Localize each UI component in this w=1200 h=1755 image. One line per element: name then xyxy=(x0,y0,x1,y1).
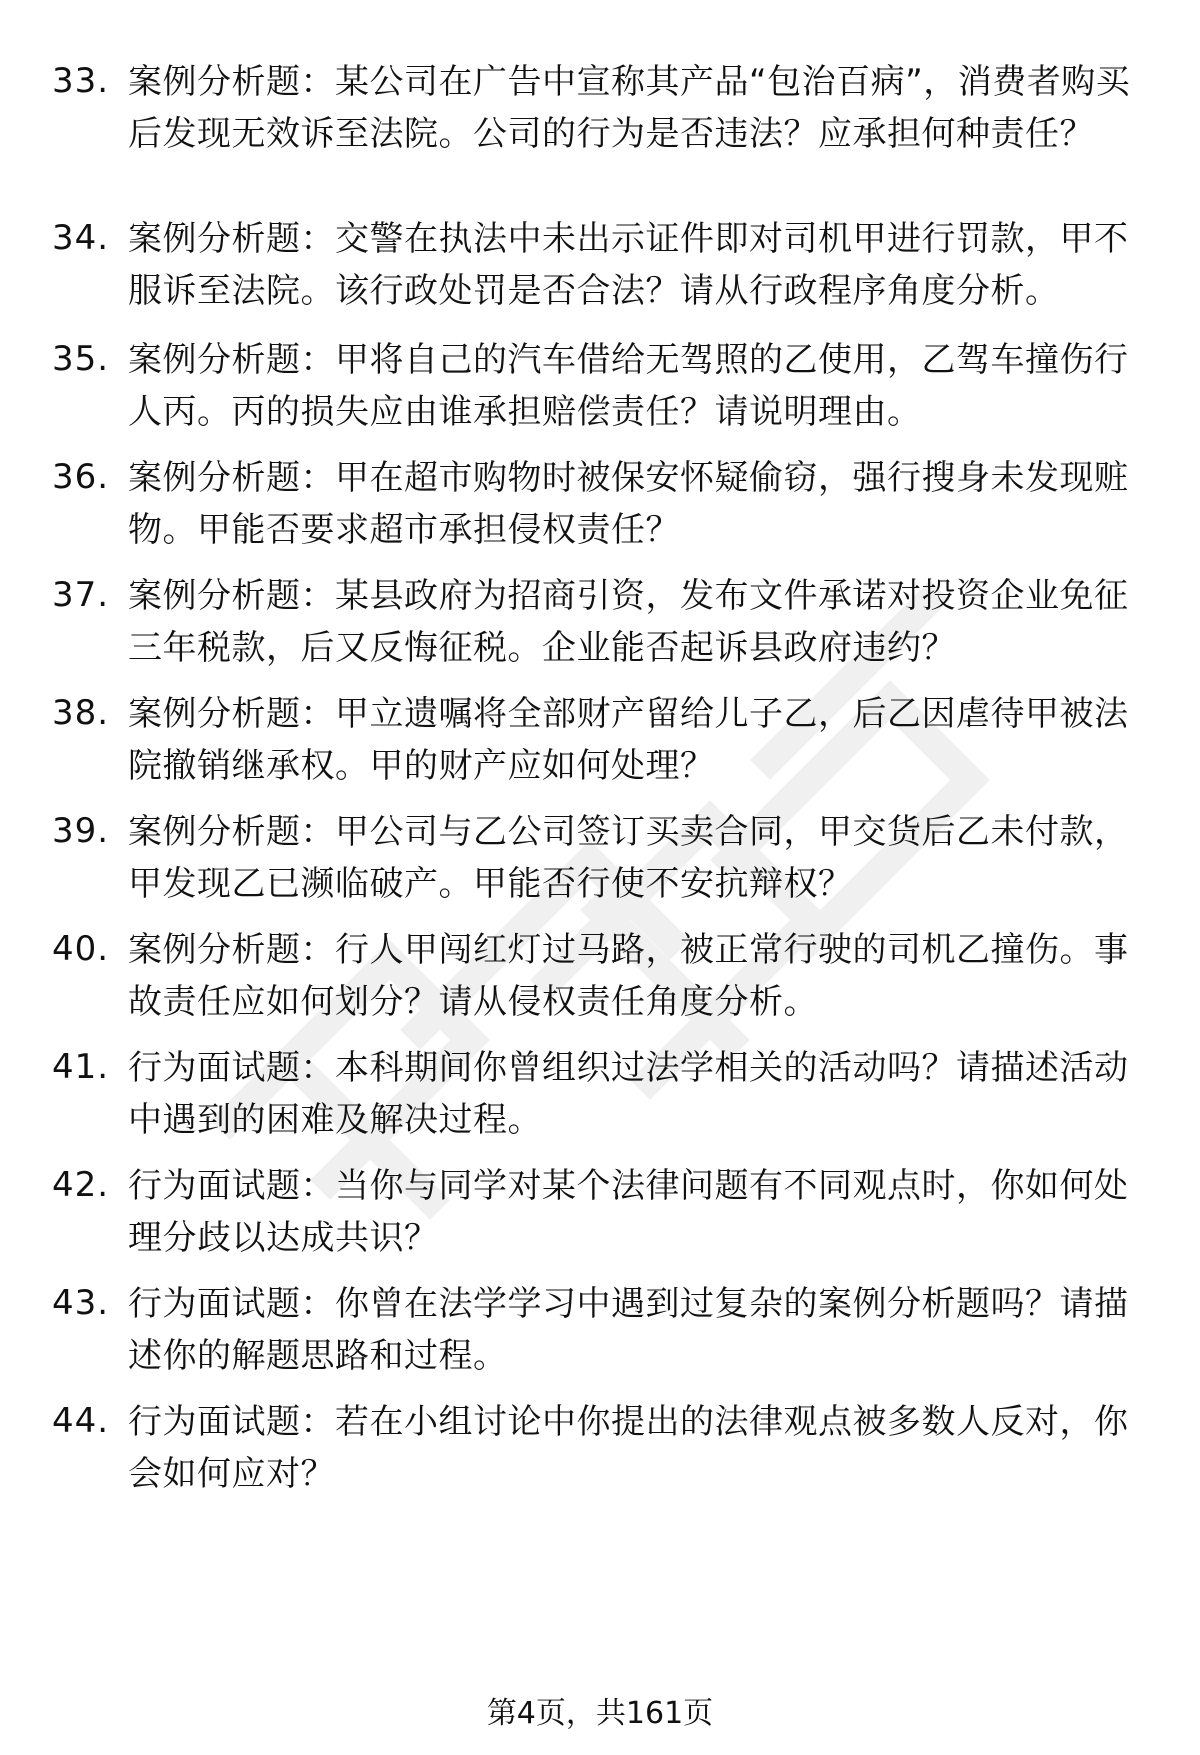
question-text: 案例分析题：甲将自己的汽车借给无驾照的乙使用，乙驾车撞伤行人丙。丙的损失应由谁承担赔偿责任？请说明理由。 xyxy=(128,340,1129,432)
question-text: 案例分析题：甲在超市购物时被保安怀疑偷窃，强行搜身未发现赃物。甲能否要求超市承担侵权责任？ xyxy=(128,458,1129,550)
question-text: 案例分析题：甲公司与乙公司签订买卖合同，甲交货后乙未付款，甲发现乙已濒临破产。甲能否行使不安抗辩权？ xyxy=(128,812,1129,904)
question-text: 案例分析题：行人甲闯红灯过马路，被正常行驶的司机乙撞伤。事故责任应如何划分？请从侵权责任角度分析。 xyxy=(128,930,1129,1022)
question-number: 39. xyxy=(52,811,110,851)
question-text: 案例分析题：某公司在广告中宣称其产品“包治百病”，消费者购买后发现无效诉至法院。公司的行为是否违法？应承担何种责任？ xyxy=(128,62,1131,154)
page-indicator: 第4页，共161页 xyxy=(486,1696,714,1731)
question-number: 33. xyxy=(52,61,110,101)
question-number: 40. xyxy=(52,929,110,969)
question-number: 42. xyxy=(52,1165,110,1205)
question-text: 行为面试题：若在小组讨论中你提出的法律观点被多数人反对，你会如何应对？ xyxy=(128,1402,1129,1494)
question-text: 行为面试题：本科期间你曾组织过法学相关的活动吗？请描述活动中遇到的困难及解决过程。 xyxy=(128,1048,1129,1140)
question-number: 35. xyxy=(52,339,110,379)
question-number: 38. xyxy=(52,693,110,733)
question-number: 34. xyxy=(52,218,110,258)
question-text: 案例分析题：某县政府为招商引资，发布文件承诺对投资企业免征三年税款，后又反悔征税。企业能否起诉县政府违约？ xyxy=(128,576,1129,668)
question-number: 36. xyxy=(52,457,110,497)
question-text: 案例分析题：甲立遗嘱将全部财产留给儿子乙，后乙因虐待甲被法院撤销继承权。甲的财产应如何处理？ xyxy=(128,694,1129,786)
question-number: 44. xyxy=(52,1401,110,1441)
question-text: 行为面试题：当你与同学对某个法律问题有不同观点时，你如何处理分歧以达成共识？ xyxy=(128,1166,1129,1258)
question-number: 37. xyxy=(52,575,110,615)
question-text: 行为面试题：你曾在法学学习中遇到过复杂的案例分析题吗？请描述你的解题思路和过程。 xyxy=(128,1284,1129,1376)
question-number: 43. xyxy=(52,1283,110,1323)
question-number: 41. xyxy=(52,1047,110,1087)
question-text: 案例分析题：交警在执法中未出示证件即对司机甲进行罚款，甲不服诉至法院。该行政处罚是否合法？请从行政程序角度分析。 xyxy=(128,219,1129,311)
